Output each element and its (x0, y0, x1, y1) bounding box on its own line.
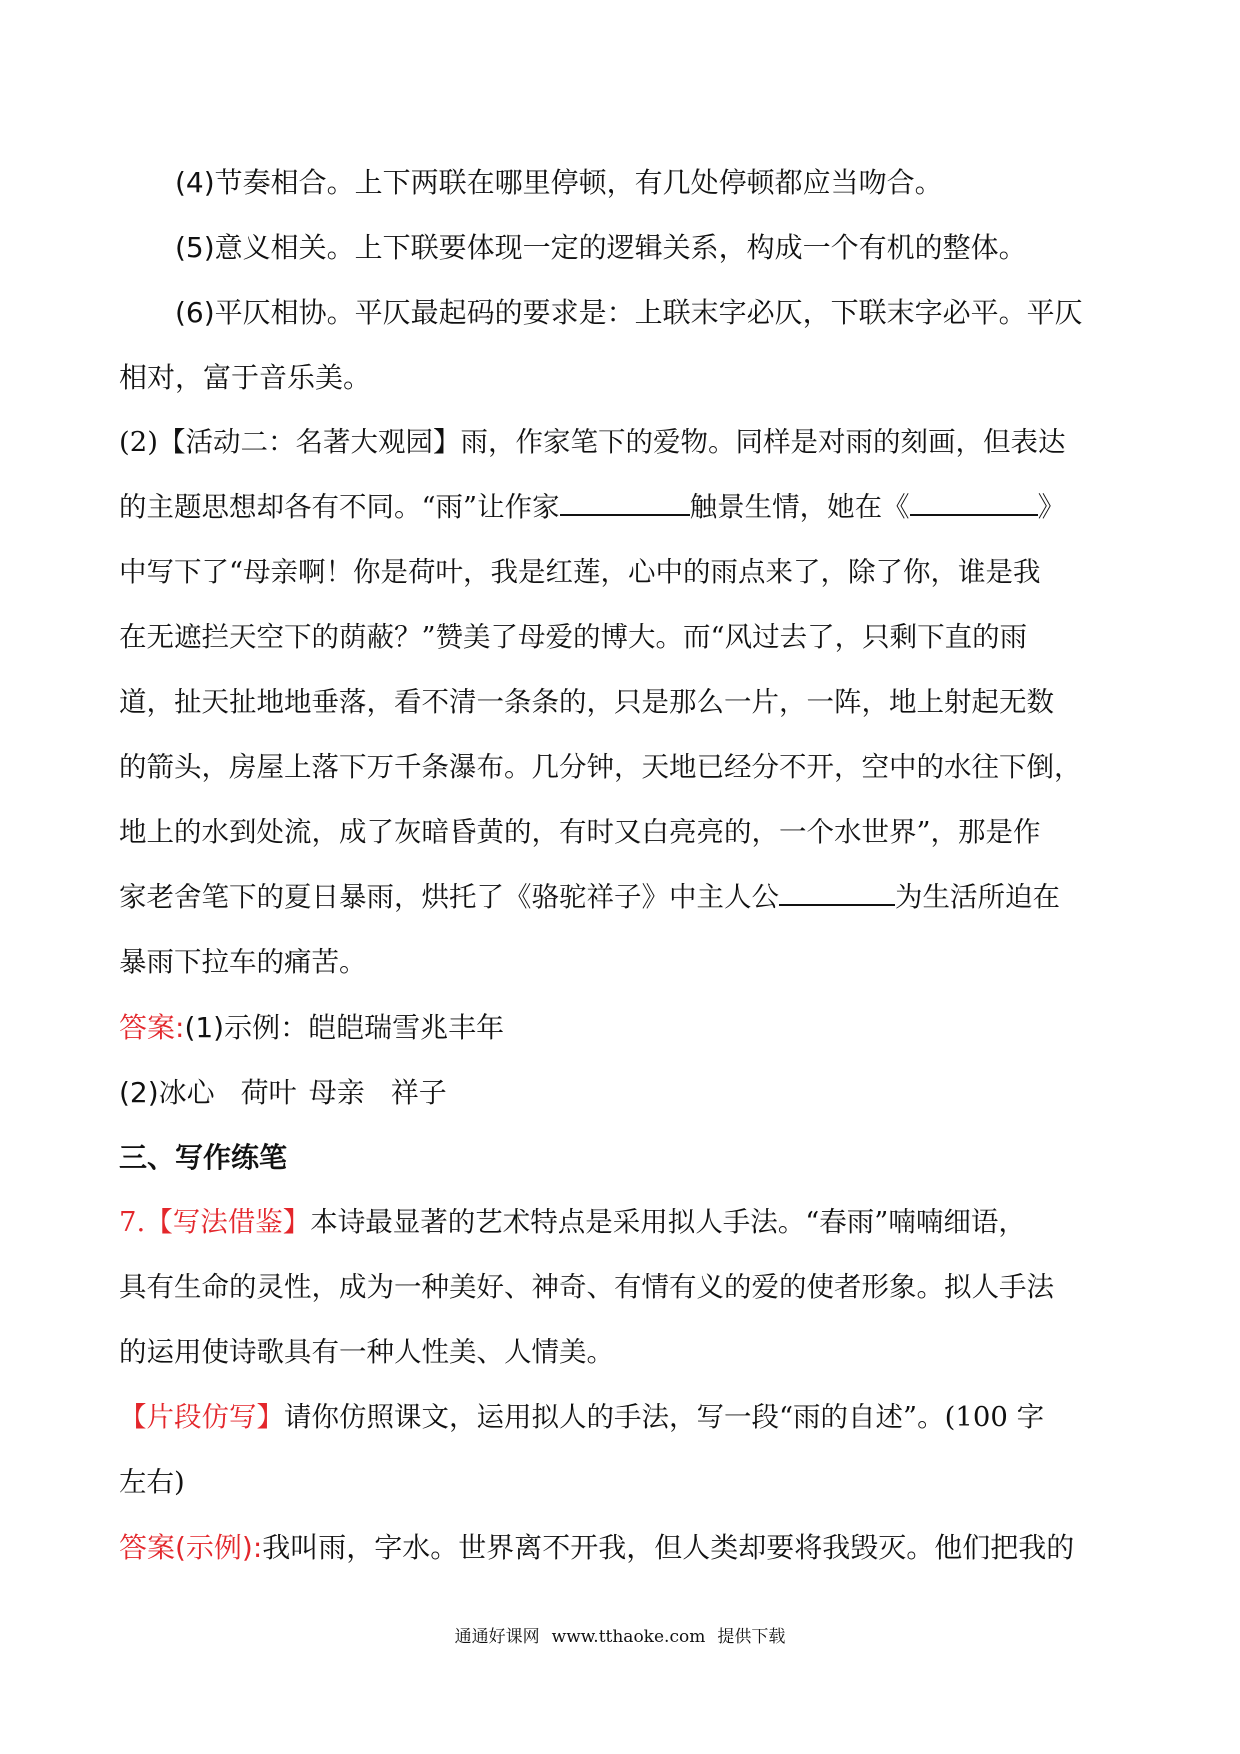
answer-2-item-3: 母亲 (308, 1076, 365, 1109)
answer-2 (119, 1060, 1129, 1125)
activity2-text-a: 的主题思想却各有不同。“雨”让作家 (119, 491, 560, 523)
answer-1 (119, 995, 1129, 1060)
answer-2-item-2: 荷叶 (240, 1076, 297, 1109)
activity2-line-8 (119, 865, 1129, 930)
activity2-text-b: 触景生情，她在《 (689, 491, 910, 523)
answer-2-prefix: (2)冰心 (119, 1076, 215, 1109)
footer-note: 提供下载 (717, 1627, 786, 1647)
blank-protagonist[interactable] (779, 880, 895, 906)
section-heading: 三、写作练笔 (119, 1141, 288, 1174)
activity2-text-d: 家老舍笔下的夏日暴雨，烘托了《骆驼祥子》中主人公 (119, 881, 779, 913)
activity2-line-4: 在无遮拦天空下的荫蔽？”赞美了母爱的博大。而“风过去了，只剩下直的雨 (119, 621, 1028, 653)
blank-author[interactable] (560, 490, 690, 516)
footer-url[interactable]: www.tthaoke.com (551, 1627, 706, 1647)
activity2-line-1: (2)【活动二：名著大观园】雨，作家笔下的爱物。同样是对雨的刻画，但表达 (119, 426, 1066, 458)
activity2-line-5: 道，扯天扯地地垂落，看不清一条条的，只是那么一片，一阵，地上射起无数 (119, 686, 1054, 718)
imitation-line-2: 左右) (119, 1466, 185, 1498)
activity2-line-3: 中写下了“母亲啊！你是荷叶，我是红莲，心中的雨点来了，除了你，谁是我 (119, 556, 1041, 588)
q7-tag: 【写法借鉴】 (145, 1206, 311, 1238)
q7-line-3: 的运用使诗歌具有一种人性美、人情美。 (119, 1336, 614, 1368)
blank-work-title[interactable] (910, 490, 1038, 516)
document-page (119, 150, 1129, 1580)
answer-label: 答案: (119, 1011, 185, 1044)
activity2-text-c: 》 (1037, 491, 1066, 523)
q7-line-2: 具有生命的灵性，成为一种美好、神奇、有情有义的爱的使者形象。拟人手法 (119, 1271, 1054, 1303)
imitation-text-1: 请你仿照课文，运用拟人的手法，写一段“雨的自述”。(100 字 (284, 1401, 1045, 1433)
rule-6-line-1: (6)平仄相协。平仄最起码的要求是：上联末字必仄，下联末字必平。平仄 (175, 296, 1083, 329)
rule-6-line-2: 相对，富于音乐美。 (119, 361, 372, 394)
q7-line-1 (119, 1190, 1129, 1255)
activity2-line-7: 地上的水到处流，成了灰暗昏黄的，有时又白亮亮的，一个水世界”，那是作 (119, 816, 1041, 848)
answer-3-label: 答案(示例): (119, 1531, 263, 1564)
answer-2-item-4: 祥子 (390, 1076, 447, 1109)
activity2-line-9: 暴雨下拉车的痛苦。 (119, 946, 367, 978)
activity2-line-2 (119, 475, 1129, 540)
answer-3 (119, 1515, 1129, 1580)
rule-5: (5)意义相关。上下联要体现一定的逻辑关系，构成一个有机的整体。 (175, 231, 1027, 264)
activity2-line-6: 的箭头，房屋上落下万千条瀑布。几分钟，天地已经分不开，空中的水往下倒， (119, 751, 1082, 783)
q7-text-1: 本诗最显著的艺术特点是采用拟人手法。“春雨”喃喃细语， (310, 1206, 1026, 1238)
rule-4: (4)节奏相合。上下两联在哪里停顿，有几处停顿都应当吻合。 (175, 166, 943, 199)
q7-number: 7. (119, 1206, 146, 1238)
imitation-line-1 (119, 1385, 1129, 1450)
imitation-tag: 【片段仿写】 (119, 1401, 284, 1433)
answer-3-text: 我叫雨，字水。世界离不开我，但人类却要将我毁灭。他们把我的 (262, 1531, 1075, 1564)
activity2-text-e: 为生活所迫在 (895, 881, 1060, 913)
answer-1-text: (1)示例：皑皑瑞雪兆丰年 (184, 1011, 505, 1044)
footer-site: 通通好课网 (454, 1627, 540, 1647)
page-footer (0, 1622, 1240, 1647)
